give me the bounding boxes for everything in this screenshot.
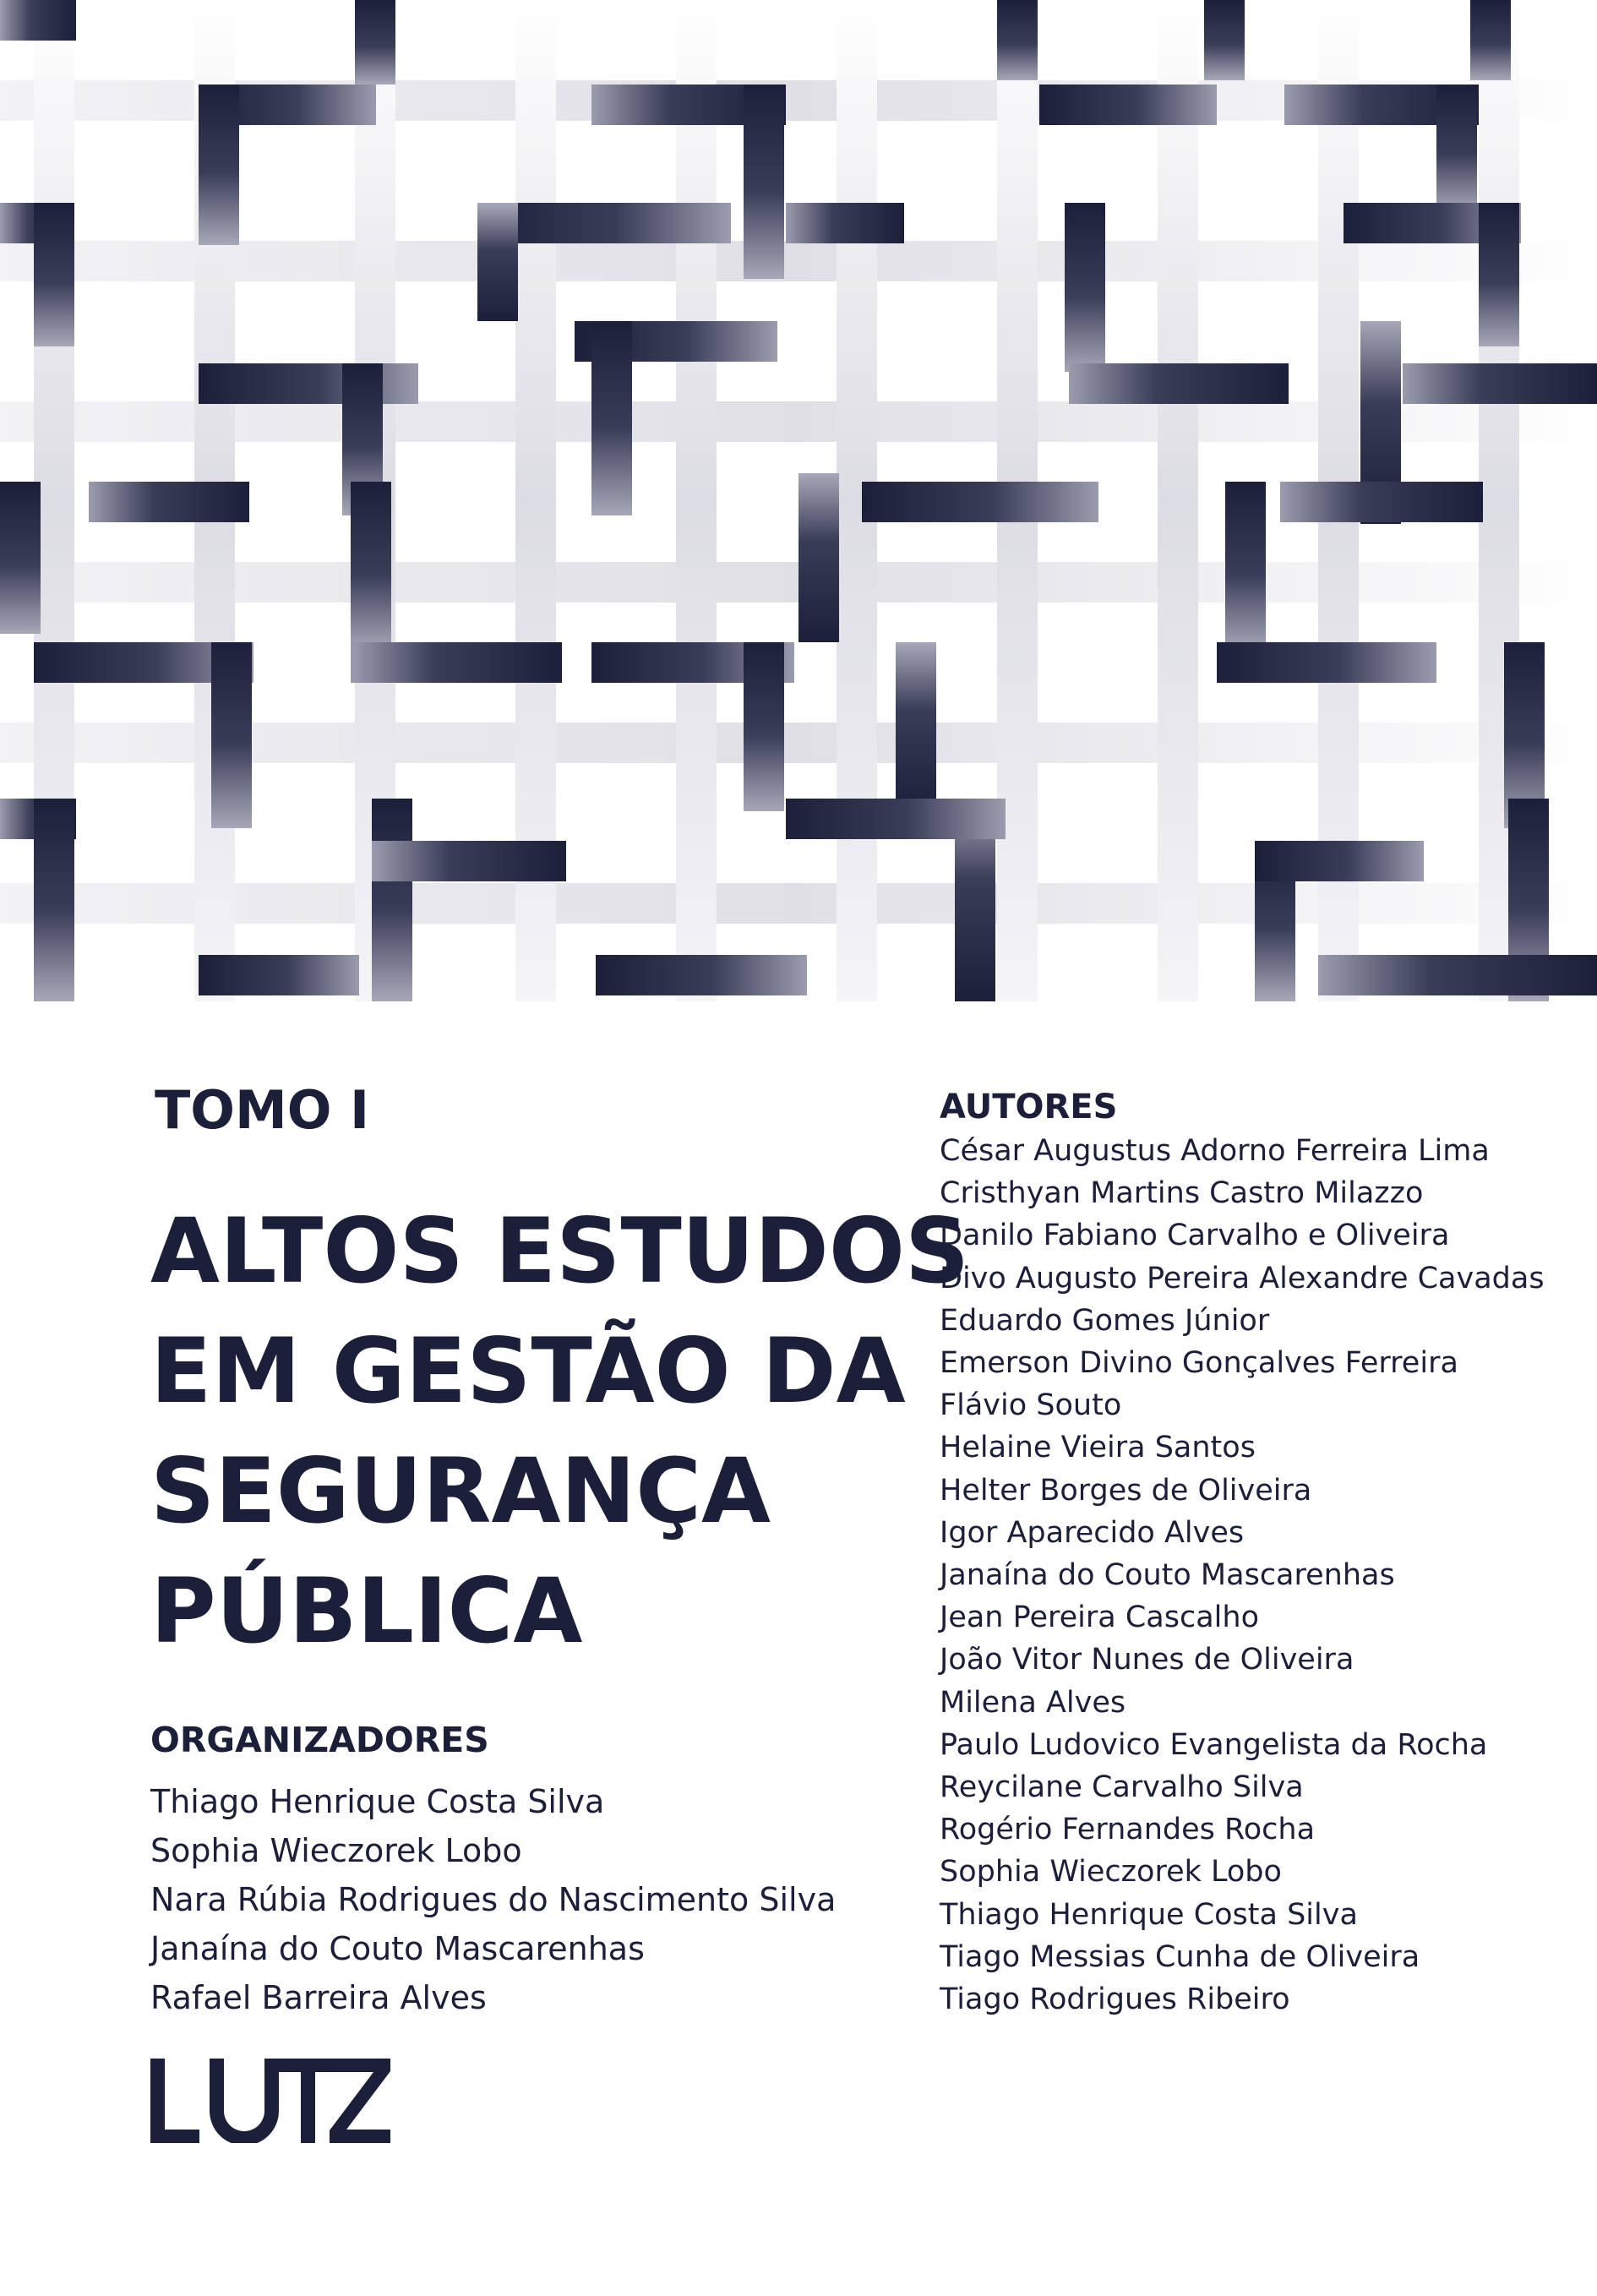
author-name: Janaína do Couto Mascarenhas [940, 1558, 1395, 1593]
organizers-list [150, 1777, 836, 2022]
author-name: João Vitor Nunes de Oliveira [940, 1643, 1354, 1677]
book-title [150, 1192, 970, 1672]
organizer-name: Nara Rúbia Rodrigues do Nascimento Silva [150, 1881, 837, 1918]
organizer-name: Rafael Barreira Alves [150, 1979, 487, 2016]
author-name: Reycilane Carvalho Silva [940, 1770, 1304, 1805]
author-name: Helaine Vieira Santos [940, 1431, 1256, 1465]
author-name: Divo Augusto Pereira Alexandre Cavadas [940, 1261, 1545, 1295]
author-name: Sophia Wieczorek Lobo [940, 1855, 1282, 1890]
author-name: Eduardo Gomes Júnior [940, 1303, 1270, 1338]
lutz-logo [150, 2059, 390, 2143]
authors-list [940, 1130, 1545, 2021]
author-name: Flávio Souto [940, 1388, 1122, 1423]
author-name: Tiago Rodrigues Ribeiro [940, 1982, 1290, 2017]
author-name: Milena Alves [940, 1685, 1126, 1720]
organizer-name: Janaína do Couto Mascarenhas [150, 1930, 645, 1967]
author-name: Helter Borges de Oliveira [940, 1473, 1312, 1508]
organizer-name: Sophia Wieczorek Lobo [150, 1832, 522, 1869]
author-name: Emerson Divino Gonçalves Ferreira [940, 1346, 1458, 1381]
organizers-heading: ORGANIZADORES [150, 1720, 489, 1760]
author-name: Danilo Fabiano Carvalho e Oliveira [940, 1219, 1450, 1253]
author-name: Cristhyan Martins Castro Milazzo [940, 1176, 1424, 1211]
title-line: PÚBLICA [150, 1559, 583, 1663]
author-name: Paulo Ludovico Evangelista da Rocha [940, 1727, 1488, 1762]
author-name: Rogério Fernandes Rocha [940, 1813, 1316, 1847]
author-name: Igor Aparecido Alves [940, 1515, 1245, 1550]
authors-heading: AUTORES [940, 1088, 1118, 1126]
title-line: ALTOS ESTUDOS [150, 1199, 970, 1303]
woven-lattice-pattern [0, 0, 1597, 1001]
author-name: Thiago Henrique Costa Silva [940, 1897, 1358, 1932]
volume-label: TOMO I [155, 1079, 370, 1141]
author-name: Tiago Messias Cunha de Oliveira [940, 1939, 1420, 1974]
title-line: SEGURANÇA [150, 1439, 771, 1543]
title-line: EM GESTÃO DA [150, 1319, 906, 1423]
author-name: César Augustus Adorno Ferreira Lima [940, 1134, 1490, 1168]
author-name: Jean Pereira Cascalho [940, 1601, 1259, 1635]
organizer-name: Thiago Henrique Costa Silva [150, 1783, 605, 1820]
